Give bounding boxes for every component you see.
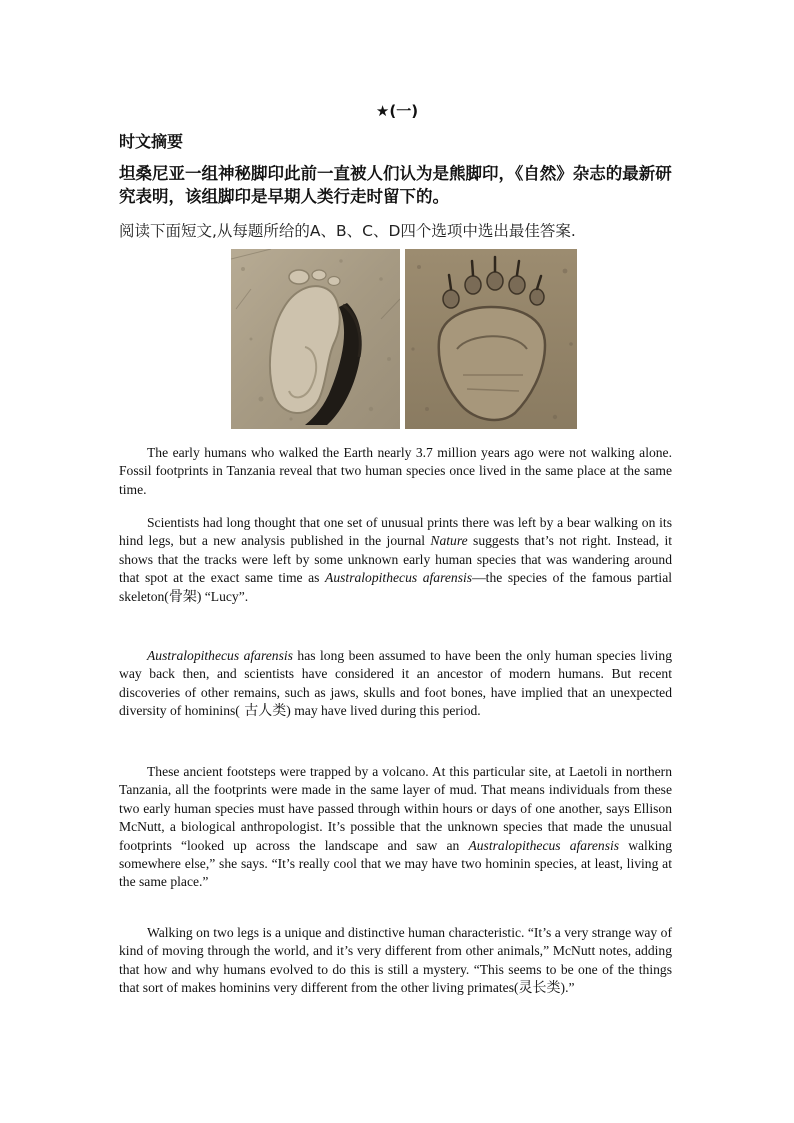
bear-footprint-image (405, 249, 577, 429)
p2-text-4: ) “Lucy”. (196, 588, 249, 604)
p3-gloss: 古人类 (239, 703, 287, 720)
p2-text-2: suggests that’s not right. Instead, it shows that the tracks were left by some unknown early human species that was wandering around that spot at the exact same time as (119, 533, 672, 586)
instruction-text: 阅读下面短文,从每题所给的A、B、C、D四个选项中选出最佳答案. (119, 222, 576, 240)
p3-text-2: ) may have lived during this period. (286, 703, 481, 719)
human-footprint-photo (231, 249, 400, 429)
p5-text-1: Walking on two legs is a unique and distinctive human characteristic. “It’s a very strange way of kind of moving through the world, and it’s very different from other animals,” McNutt notes, adding that how and why humans evolved to do this is still a mystery. “This seems to be one of the things that sort of makes hominins very different from the other living primates( (119, 925, 672, 996)
p2-text-1: Scientists had long thought that one set of unusual prints there was left by a bear walking on its hind legs, but a new analysis published in the journal (119, 515, 672, 549)
p2-species-name: Australopithecus afarensis (325, 570, 473, 586)
article-paragraph-3 (119, 647, 672, 721)
p5-gloss: 灵长类 (518, 980, 561, 997)
bear-footprint-photo (405, 249, 577, 429)
section-heading: 时文摘要 (119, 132, 184, 151)
section-number: ★(一) (375, 102, 419, 120)
p3-species-name: Australopithecus afarensis (147, 648, 293, 663)
human-footprint-image (231, 249, 400, 429)
article-paragraph-1: The early humans who walked the Earth nearly 3.7 million years ago were not walking alone. Fossil footprints in Tanzania reveal that two human species once lived in the same place at the same time. (119, 445, 672, 497)
article-paragraph-2 (119, 514, 672, 606)
p4-species-name: Australopithecus afarensis (468, 837, 620, 853)
p2-journal-name: Nature (430, 533, 468, 549)
p4-text-2: walking somewhere else,” she says. “It’s really cool that we may have two hominin species, at least, living at the same place.” (119, 837, 672, 890)
article-paragraph-5 (119, 924, 672, 998)
p4-text-1: These ancient footsteps were trapped by a volcano. At this particular site, at Laetoli in northern Tanzania, all the footprints were made in the same layer of mud. That means individuals from these two early human species must have passed through within hours or days of one another, says Ellison McNutt, a biological anthropologist. It’s possible that the unknown species that made the unusual footprints “looked up across the landscape and saw an (119, 764, 672, 853)
p2-gloss: 骨架 (168, 588, 197, 605)
article-paragraph-4 (119, 763, 672, 892)
p3-text-1: has long been assumed to have been the only human species living way back then, and scientists have considered it an ancestor of modern humans. But recent discoveries of other remains, such as jaws, skulls and foot bones, have implied that an unexpected diversity of hominins( (119, 648, 672, 719)
p2-text-3: —the species of the famous partial skeleton( (119, 570, 672, 604)
p5-text-2: ).” (560, 980, 575, 996)
headline: 坦桑尼亚一组神秘脚印此前一直被人们认为是熊脚印，《自然》杂志的最新研究表明，该组脚印是早期人类行走时留下的。 (119, 164, 672, 206)
